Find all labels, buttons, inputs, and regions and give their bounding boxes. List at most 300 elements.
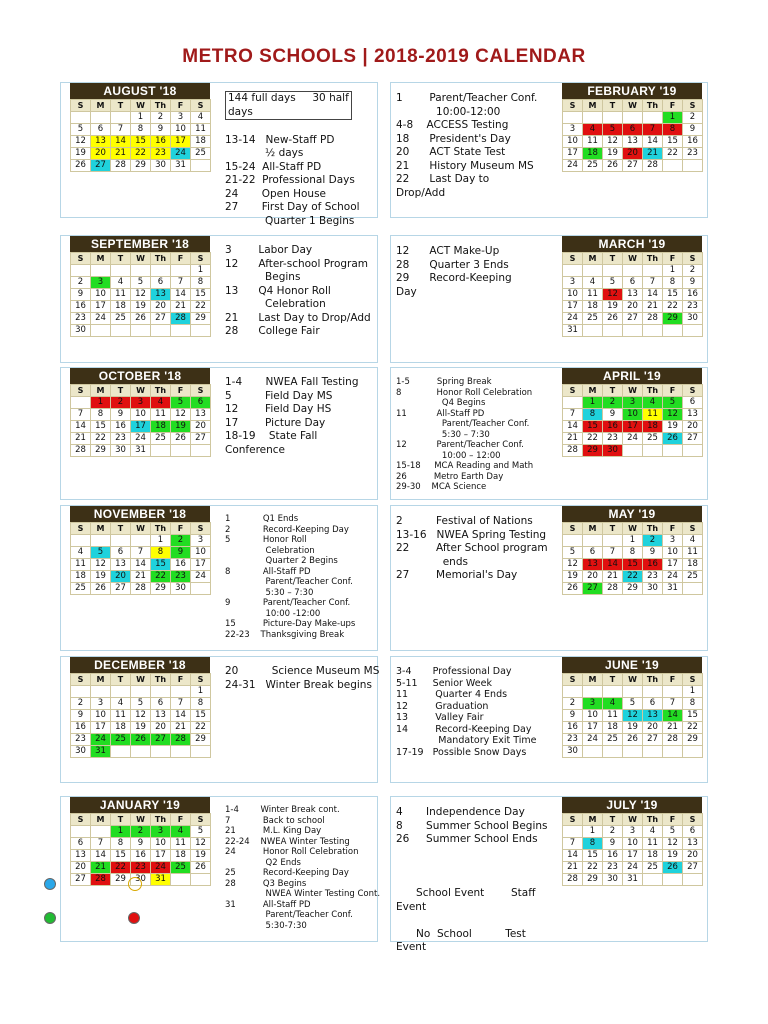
day-cell: 11: [583, 289, 603, 301]
day-cell: 8: [151, 547, 171, 559]
day-cell: 25: [643, 433, 663, 445]
day-cell: 30: [71, 746, 91, 758]
day-cell: 8: [683, 698, 703, 710]
day-cell: 20: [683, 850, 703, 862]
day-cell: 3: [623, 826, 643, 838]
day-cell: 7: [643, 124, 663, 136]
empty-cell: [171, 686, 191, 698]
empty-cell: [563, 265, 583, 277]
day-cell: 5: [663, 826, 683, 838]
day-cell: 5: [603, 277, 623, 289]
day-cell: 12: [131, 289, 151, 301]
day-cell: 11: [171, 838, 191, 850]
day-cell: 10: [583, 710, 603, 722]
day-cell: 29: [583, 445, 603, 457]
day-cell: 24: [191, 571, 211, 583]
day-cell: 19: [191, 850, 211, 862]
day-cell: 25: [151, 433, 171, 445]
empty-cell: [111, 686, 131, 698]
day-cell: 28: [111, 160, 131, 172]
day-cell: 30: [131, 874, 151, 886]
day-cell: 6: [91, 124, 111, 136]
day-cell: 13: [583, 559, 603, 571]
day-cell: 6: [643, 698, 663, 710]
day-cell: 2: [71, 698, 91, 710]
day-cell: 16: [151, 136, 171, 148]
day-cell: 16: [683, 136, 703, 148]
empty-cell: [111, 265, 131, 277]
day-cell: 1: [583, 397, 603, 409]
legend-staff-event-icon: [128, 877, 142, 891]
day-cell: 29: [131, 160, 151, 172]
day-cell: 21: [171, 722, 191, 734]
day-cell: 18: [171, 850, 191, 862]
day-cell: 20: [623, 148, 643, 160]
weekday-label: S: [683, 100, 703, 112]
day-cell: 23: [643, 571, 663, 583]
day-cell: 26: [91, 583, 111, 595]
weekday-label: S: [191, 674, 211, 686]
month-events: 1-4 NWEA Fall Testing 5 Field Day MS 12 Field Day HS 17 Picture Day 18-19 State Fall Conference: [225, 376, 359, 456]
day-cell: 22: [191, 722, 211, 734]
month-events: [225, 91, 360, 228]
day-cell: 18: [583, 148, 603, 160]
day-cell: 10: [91, 710, 111, 722]
day-cell: 6: [151, 698, 171, 710]
day-cell: 23: [683, 301, 703, 313]
day-cell: 11: [191, 124, 211, 136]
day-cell: 24: [91, 734, 111, 746]
month-events: 2 Festival of Nations 13-16 NWEA Spring Testing 22 After School program ends 27 Memorial's Day: [396, 515, 548, 581]
empty-cell: [623, 325, 643, 337]
day-cell: 28: [171, 734, 191, 746]
empty-cell: [111, 112, 131, 124]
weekday-label: F: [171, 385, 191, 397]
weekday-label: S: [191, 523, 211, 535]
day-cell: 29: [191, 734, 211, 746]
day-cell: 18: [583, 301, 603, 313]
day-cell: 4: [583, 277, 603, 289]
empty-cell: [683, 160, 703, 172]
day-cell: 16: [603, 421, 623, 433]
day-cell: 12: [623, 710, 643, 722]
empty-cell: [643, 686, 663, 698]
day-cell: 31: [171, 160, 191, 172]
empty-cell: [583, 535, 603, 547]
weekday-label: M: [583, 253, 603, 265]
day-cell: 27: [623, 313, 643, 325]
empty-cell: [131, 746, 151, 758]
weekday-label: F: [171, 674, 191, 686]
weekday-label: F: [171, 814, 191, 826]
day-cell: 18: [643, 421, 663, 433]
empty-cell: [583, 746, 603, 758]
day-cell: 21: [111, 148, 131, 160]
weekday-label: Th: [151, 100, 171, 112]
empty-cell: [603, 265, 623, 277]
month-calendar: [562, 657, 702, 758]
day-cell: 19: [91, 571, 111, 583]
empty-cell: [603, 686, 623, 698]
weekday-label: Th: [151, 253, 171, 265]
empty-cell: [91, 325, 111, 337]
day-cell: 16: [71, 301, 91, 313]
empty-cell: [191, 445, 211, 457]
weekday-label: S: [71, 674, 91, 686]
day-cell: 28: [563, 874, 583, 886]
day-cell: 5: [663, 397, 683, 409]
day-cell: 25: [683, 571, 703, 583]
day-cell: 1: [683, 686, 703, 698]
day-cell: 1: [91, 397, 111, 409]
empty-cell: [91, 112, 111, 124]
day-cell: 4: [71, 547, 91, 559]
day-cell: 1: [191, 686, 211, 698]
month-calendar: [70, 83, 210, 172]
day-cell: 15: [191, 289, 211, 301]
day-cell: 28: [563, 445, 583, 457]
empty-cell: [563, 112, 583, 124]
day-cell: 2: [171, 535, 191, 547]
day-cell: 4: [191, 112, 211, 124]
day-cell: 24: [623, 862, 643, 874]
day-cell: 24: [583, 734, 603, 746]
day-cell: 7: [563, 838, 583, 850]
day-cell: 7: [131, 547, 151, 559]
weekday-label: W: [623, 100, 643, 112]
month-calendar: [562, 797, 702, 886]
weekday-label: T: [111, 674, 131, 686]
day-cell: 4: [603, 698, 623, 710]
empty-cell: [683, 746, 703, 758]
weekday-label: T: [603, 385, 623, 397]
day-cell: 9: [171, 547, 191, 559]
day-cell: 3: [663, 535, 683, 547]
day-cell: 4: [643, 397, 663, 409]
day-cell: 17: [563, 301, 583, 313]
day-cell: 10: [663, 547, 683, 559]
day-cell: 7: [71, 409, 91, 421]
day-cell: 17: [623, 850, 643, 862]
day-cell: 5: [131, 277, 151, 289]
empty-cell: [643, 445, 663, 457]
day-cell: 10: [623, 838, 643, 850]
day-cell: 31: [151, 874, 171, 886]
day-cell: 28: [131, 583, 151, 595]
empty-cell: [91, 686, 111, 698]
day-cell: 13: [71, 850, 91, 862]
day-cell: 9: [71, 289, 91, 301]
empty-cell: [191, 160, 211, 172]
day-cell: 2: [111, 397, 131, 409]
day-cell: 16: [643, 559, 663, 571]
empty-cell: [171, 874, 191, 886]
empty-cell: [683, 874, 703, 886]
day-cell: 10: [563, 289, 583, 301]
weekday-label: S: [71, 253, 91, 265]
day-cell: 19: [171, 421, 191, 433]
day-cell: 27: [71, 874, 91, 886]
weekday-label: M: [91, 674, 111, 686]
day-cell: 21: [171, 301, 191, 313]
day-cell: 9: [563, 710, 583, 722]
day-cell: 27: [191, 433, 211, 445]
empty-cell: [131, 325, 151, 337]
day-cell: 13: [191, 409, 211, 421]
weekday-label: M: [583, 674, 603, 686]
weekday-label: Th: [643, 814, 663, 826]
day-cell: 21: [563, 433, 583, 445]
day-cell: 18: [643, 850, 663, 862]
day-cell: 10: [91, 289, 111, 301]
day-cell: 4: [171, 826, 191, 838]
weekday-label: M: [583, 385, 603, 397]
legend-test-event-icon: [128, 912, 140, 924]
day-cell: 10: [151, 838, 171, 850]
weekday-label: Th: [151, 674, 171, 686]
day-cell: 14: [643, 136, 663, 148]
empty-cell: [131, 535, 151, 547]
weekday-label: M: [91, 385, 111, 397]
day-cell: 24: [171, 148, 191, 160]
day-cell: 20: [583, 571, 603, 583]
weekday-label: W: [623, 814, 643, 826]
month-events: 4 Independence Day 8 Summer School Begins 26 Summer School Ends School Event Staff Event No School Test Event: [396, 806, 548, 953]
day-cell: 3: [563, 124, 583, 136]
day-cell: 8: [111, 838, 131, 850]
day-cell: 8: [663, 277, 683, 289]
legend-no-school-icon: [44, 912, 56, 924]
day-cell: 25: [171, 862, 191, 874]
day-cell: 1: [663, 265, 683, 277]
day-cell: 26: [663, 433, 683, 445]
day-cell: 26: [663, 862, 683, 874]
day-cell: 13: [111, 559, 131, 571]
weekday-label: W: [131, 100, 151, 112]
month-header: DECEMBER '18: [70, 657, 210, 673]
empty-cell: [191, 583, 211, 595]
day-cell: 29: [583, 874, 603, 886]
empty-cell: [603, 746, 623, 758]
day-cell: 25: [191, 148, 211, 160]
day-cell: 11: [151, 409, 171, 421]
day-cell: 20: [151, 301, 171, 313]
empty-cell: [91, 535, 111, 547]
day-cell: 20: [191, 421, 211, 433]
day-cell: 20: [683, 421, 703, 433]
weekday-label: Th: [643, 385, 663, 397]
day-cell: 9: [131, 838, 151, 850]
day-cell: 11: [111, 710, 131, 722]
day-cell: 9: [683, 277, 703, 289]
month-header: OCTOBER '18: [70, 368, 210, 384]
day-cell: 27: [643, 734, 663, 746]
day-cell: 18: [683, 559, 703, 571]
empty-cell: [663, 874, 683, 886]
day-cell: 3: [583, 698, 603, 710]
weekday-label: W: [131, 253, 151, 265]
weekday-label: T: [603, 814, 623, 826]
day-cell: 7: [643, 277, 663, 289]
empty-cell: [71, 826, 91, 838]
day-cell: 21: [603, 571, 623, 583]
weekday-label: F: [663, 385, 683, 397]
day-cell: 1: [151, 535, 171, 547]
day-cell: 6: [583, 547, 603, 559]
weekday-label: T: [111, 523, 131, 535]
day-cell: 18: [603, 722, 623, 734]
weekday-label: S: [563, 674, 583, 686]
day-cell: 24: [663, 571, 683, 583]
day-cell: 22: [623, 571, 643, 583]
day-cell: 4: [583, 124, 603, 136]
day-cell: 6: [71, 838, 91, 850]
day-cell: 16: [131, 850, 151, 862]
day-cell: 5: [131, 698, 151, 710]
day-cell: 23: [563, 734, 583, 746]
empty-cell: [171, 265, 191, 277]
weekday-label: W: [131, 385, 151, 397]
weekday-label: F: [171, 253, 191, 265]
month-panel: [60, 796, 381, 942]
day-cell: 11: [643, 409, 663, 421]
day-cell: 17: [563, 148, 583, 160]
day-cell: 7: [171, 698, 191, 710]
day-cell: 26: [171, 433, 191, 445]
empty-cell: [643, 874, 663, 886]
day-cell: 19: [131, 722, 151, 734]
empty-cell: [71, 535, 91, 547]
day-cell: 3: [151, 826, 171, 838]
empty-cell: [623, 265, 643, 277]
day-cell: 20: [71, 862, 91, 874]
day-cell: 22: [683, 722, 703, 734]
day-cell: 2: [683, 265, 703, 277]
day-cell: 31: [91, 746, 111, 758]
day-cell: 13: [683, 409, 703, 421]
day-cell: 28: [603, 583, 623, 595]
day-cell: 8: [583, 838, 603, 850]
day-cell: 7: [171, 277, 191, 289]
month-header: JULY '19: [562, 797, 702, 813]
weekday-label: M: [91, 253, 111, 265]
month-events: 1-5 Spring Break 8 Honor Roll Celebration Q4 Begins 11 All-Staff PD Parent/Teacher Conf. 5:30 – 7:30 12 Parent/Teacher Conf. 10:00 – 12:00 15-18 MCA Reading and Math 26 Metro Earth Day 29-30 MCA Science: [396, 377, 534, 492]
day-cell: 26: [563, 583, 583, 595]
day-cell: 13: [643, 710, 663, 722]
day-cell: 30: [563, 746, 583, 758]
month-panel: [390, 367, 708, 500]
empty-cell: [603, 112, 623, 124]
weekday-label: T: [111, 385, 131, 397]
day-cell: 23: [131, 862, 151, 874]
day-cell: 28: [643, 313, 663, 325]
day-cell: 13: [91, 136, 111, 148]
day-cell: 9: [603, 838, 623, 850]
day-cell: 21: [131, 571, 151, 583]
weekday-label: S: [683, 674, 703, 686]
month-calendar: [70, 657, 210, 758]
month-panel: [60, 505, 378, 651]
day-cell: 31: [563, 325, 583, 337]
month-panel: [60, 82, 378, 227]
day-cell: 3: [131, 397, 151, 409]
day-cell: 15: [191, 710, 211, 722]
day-cell: 2: [683, 112, 703, 124]
empty-cell: [91, 826, 111, 838]
day-cell: 25: [71, 583, 91, 595]
day-cell: 14: [171, 289, 191, 301]
weekday-label: S: [71, 385, 91, 397]
day-cell: 13: [623, 289, 643, 301]
day-cell: 14: [111, 136, 131, 148]
day-cell: 8: [91, 409, 111, 421]
day-cell: 9: [151, 124, 171, 136]
day-cell: 26: [623, 734, 643, 746]
day-cell: 19: [131, 301, 151, 313]
day-cell: 15: [131, 136, 151, 148]
day-cell: 12: [191, 838, 211, 850]
weekday-label: S: [683, 523, 703, 535]
month-header: AUGUST '18: [70, 83, 210, 99]
day-cell: 29: [623, 583, 643, 595]
month-header: JUNE '19: [562, 657, 702, 673]
weekday-label: M: [91, 814, 111, 826]
day-cell: 26: [131, 734, 151, 746]
month-events: 3-4 Professional Day 5-11 Senior Week 11 Quarter 4 Ends 12 Graduation 13 Valley Fair 14 Record-Keeping Day Mandatory Exit Time 17-19 Possible Snow Days: [396, 666, 537, 758]
weekday-label: M: [91, 523, 111, 535]
day-cell: 10: [191, 547, 211, 559]
day-cell: 21: [71, 433, 91, 445]
day-cell: 24: [563, 313, 583, 325]
empty-cell: [663, 445, 683, 457]
day-cell: 19: [603, 301, 623, 313]
day-cell: 8: [191, 277, 211, 289]
empty-cell: [683, 325, 703, 337]
day-cell: 16: [111, 421, 131, 433]
day-cell: 14: [603, 559, 623, 571]
day-cell: 27: [151, 734, 171, 746]
empty-cell: [663, 325, 683, 337]
day-cell: 13: [683, 838, 703, 850]
weekday-label: M: [91, 100, 111, 112]
day-cell: 5: [603, 124, 623, 136]
day-cell: 10: [131, 409, 151, 421]
day-cell: 5: [91, 547, 111, 559]
day-cell: 22: [663, 301, 683, 313]
empty-cell: [583, 325, 603, 337]
day-cell: 23: [111, 433, 131, 445]
day-cell: 3: [171, 112, 191, 124]
day-cell: 7: [111, 124, 131, 136]
empty-cell: [623, 746, 643, 758]
day-cell: 2: [603, 397, 623, 409]
day-cell: 30: [603, 874, 623, 886]
day-cell: 31: [623, 874, 643, 886]
weekday-label: T: [111, 814, 131, 826]
weekday-label: S: [563, 253, 583, 265]
day-cell: 25: [643, 862, 663, 874]
day-cell: 9: [683, 124, 703, 136]
weekday-label: F: [171, 523, 191, 535]
empty-cell: [563, 397, 583, 409]
day-cell: 21: [563, 862, 583, 874]
day-cell: 24: [151, 862, 171, 874]
day-cell: 15: [151, 559, 171, 571]
weekday-label: F: [663, 814, 683, 826]
month-panel: [390, 82, 708, 218]
weekday-label: M: [583, 814, 603, 826]
month-events-list: 13-14 New-Staff PD ½ days 15-24 All-Staff PD 21-22 Professional Days 24 Open House 27 First Day of School Quarter 1 Begins: [225, 133, 360, 227]
